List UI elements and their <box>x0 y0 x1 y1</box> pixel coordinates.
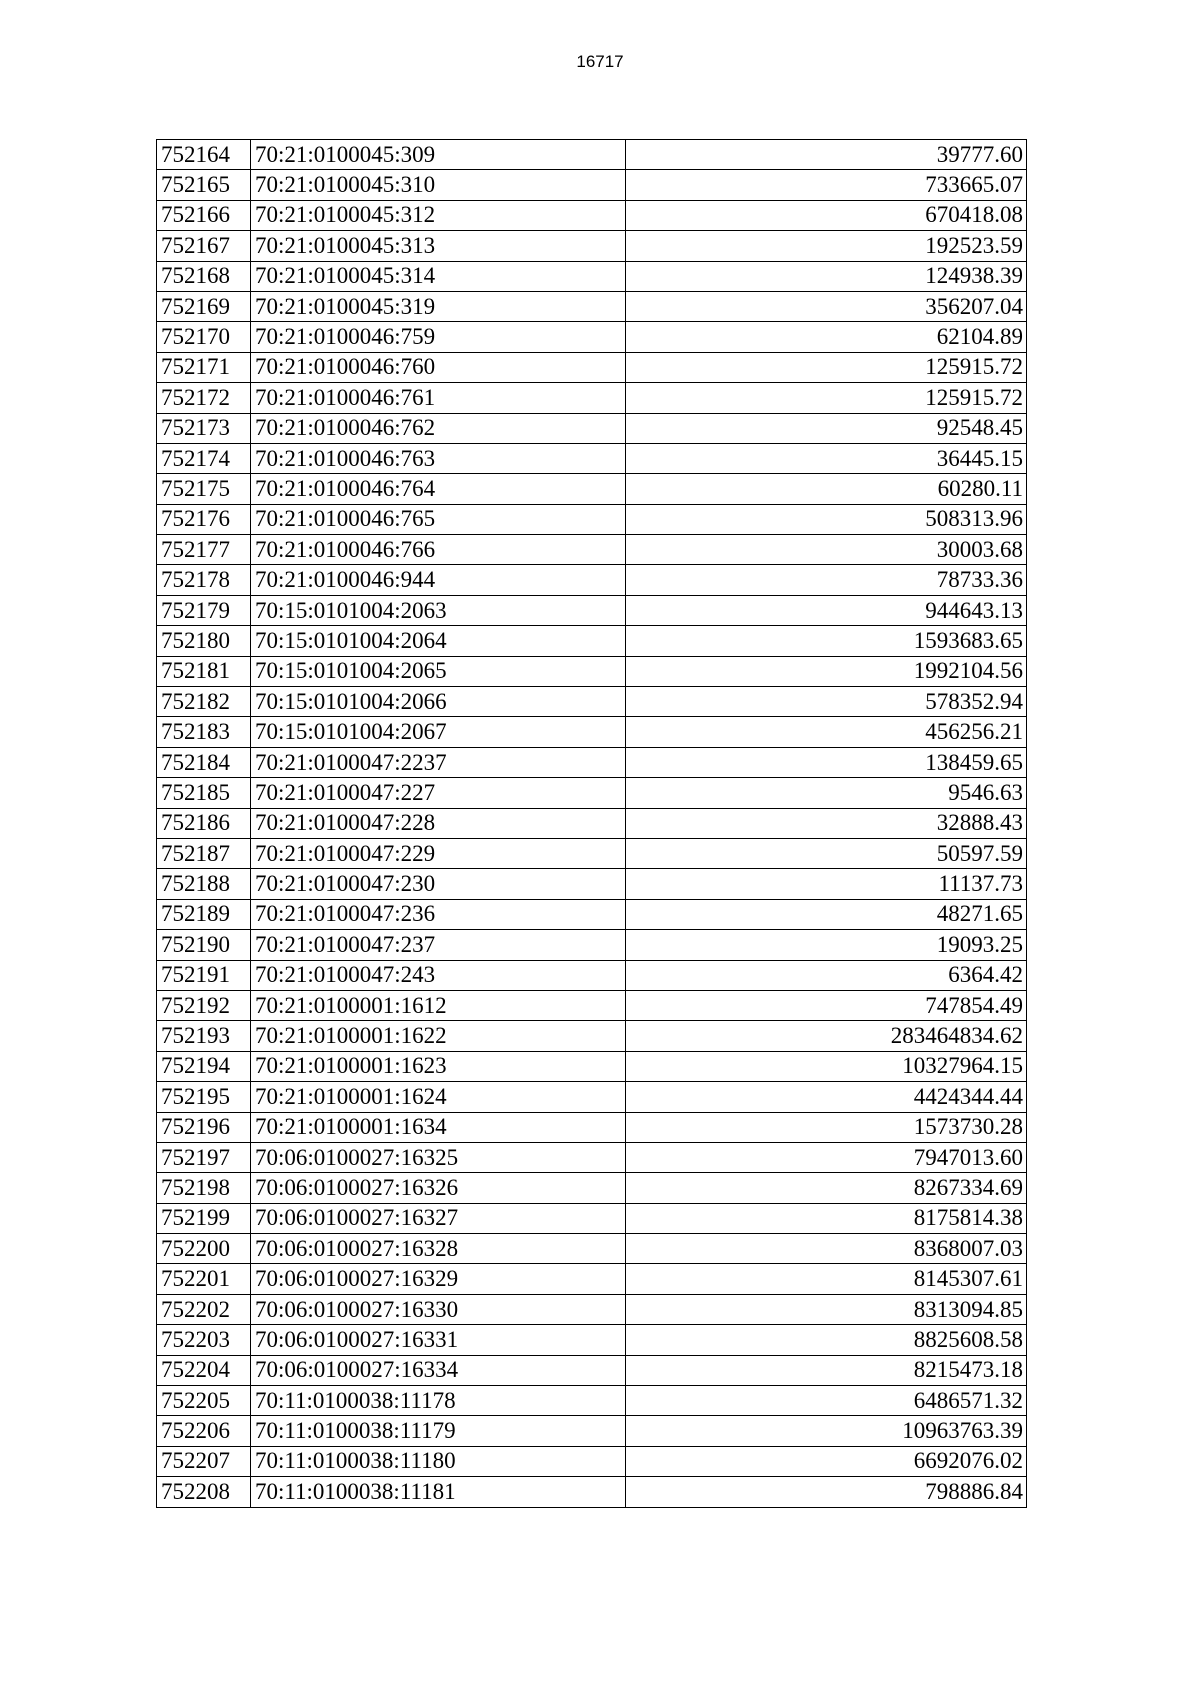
row-id-cell: 752186 <box>157 808 251 838</box>
cadastral-number-cell: 70:21:0100045:309 <box>251 140 626 170</box>
value-cell: 733665.07 <box>626 170 1027 200</box>
cadastral-number-cell: 70:21:0100046:760 <box>251 352 626 382</box>
value-cell: 9546.63 <box>626 778 1027 808</box>
value-cell: 1573730.28 <box>626 1112 1027 1142</box>
row-id-cell: 752190 <box>157 930 251 960</box>
cadastral-number-cell: 70:21:0100045:312 <box>251 200 626 230</box>
row-id-cell: 752168 <box>157 261 251 291</box>
cadastral-number-cell: 70:06:0100027:16329 <box>251 1264 626 1294</box>
value-cell: 8145307.61 <box>626 1264 1027 1294</box>
value-cell: 578352.94 <box>626 687 1027 717</box>
row-id-cell: 752193 <box>157 1021 251 1051</box>
cadastral-number-cell: 70:21:0100001:1623 <box>251 1051 626 1081</box>
row-id-cell: 752166 <box>157 200 251 230</box>
row-id-cell: 752173 <box>157 413 251 443</box>
table-row <box>157 261 1027 291</box>
row-id-cell: 752185 <box>157 778 251 808</box>
cadastral-number-cell: 70:21:0100047:236 <box>251 899 626 929</box>
table-row <box>157 140 1027 170</box>
cadastral-number-cell: 70:06:0100027:16334 <box>251 1355 626 1385</box>
cadastral-number-cell: 70:21:0100046:765 <box>251 504 626 534</box>
table-row <box>157 595 1027 625</box>
row-id-cell: 752170 <box>157 322 251 352</box>
value-cell: 8175814.38 <box>626 1203 1027 1233</box>
value-cell: 60280.11 <box>626 474 1027 504</box>
row-id-cell: 752203 <box>157 1325 251 1355</box>
cadastral-number-cell: 70:21:0100047:2237 <box>251 747 626 777</box>
table-row <box>157 1173 1027 1203</box>
cadastral-number-cell: 70:15:0101004:2063 <box>251 595 626 625</box>
cadastral-number-cell: 70:21:0100047:228 <box>251 808 626 838</box>
cadastral-number-cell: 70:21:0100046:764 <box>251 474 626 504</box>
value-cell: 11137.73 <box>626 869 1027 899</box>
row-id-cell: 752206 <box>157 1416 251 1446</box>
row-id-cell: 752191 <box>157 960 251 990</box>
cadastral-number-cell: 70:21:0100001:1622 <box>251 1021 626 1051</box>
table-row <box>157 1051 1027 1081</box>
table-row <box>157 1355 1027 1385</box>
value-cell: 32888.43 <box>626 808 1027 838</box>
cadastral-number-cell: 70:11:0100038:11181 <box>251 1477 626 1507</box>
row-id-cell: 752169 <box>157 291 251 321</box>
page-number: 16717 <box>576 52 624 71</box>
row-id-cell: 752189 <box>157 899 251 929</box>
table-row <box>157 1477 1027 1507</box>
row-id-cell: 752182 <box>157 687 251 717</box>
table-row <box>157 383 1027 413</box>
value-cell: 8215473.18 <box>626 1355 1027 1385</box>
row-id-cell: 752184 <box>157 747 251 777</box>
table-row <box>157 778 1027 808</box>
value-cell: 8368007.03 <box>626 1234 1027 1264</box>
row-id-cell: 752165 <box>157 170 251 200</box>
cadastral-number-cell: 70:06:0100027:16331 <box>251 1325 626 1355</box>
table-row <box>157 1446 1027 1476</box>
cadastral-number-cell: 70:06:0100027:16326 <box>251 1173 626 1203</box>
value-cell: 6486571.32 <box>626 1386 1027 1416</box>
row-id-cell: 752178 <box>157 565 251 595</box>
value-cell: 1593683.65 <box>626 626 1027 656</box>
cadastral-number-cell: 70:21:0100046:763 <box>251 443 626 473</box>
table-row <box>157 443 1027 473</box>
cadastral-number-cell: 70:21:0100045:313 <box>251 231 626 261</box>
table-row <box>157 474 1027 504</box>
row-id-cell: 752192 <box>157 990 251 1020</box>
cadastral-number-cell: 70:21:0100046:766 <box>251 535 626 565</box>
cadastral-number-cell: 70:15:0101004:2067 <box>251 717 626 747</box>
value-cell: 92548.45 <box>626 413 1027 443</box>
value-cell: 124938.39 <box>626 261 1027 291</box>
cadastral-number-cell: 70:21:0100047:229 <box>251 838 626 868</box>
row-id-cell: 752198 <box>157 1173 251 1203</box>
value-cell: 48271.65 <box>626 899 1027 929</box>
table-row <box>157 170 1027 200</box>
cadastral-number-cell: 70:21:0100001:1612 <box>251 990 626 1020</box>
table-row <box>157 535 1027 565</box>
cadastral-number-cell: 70:21:0100046:944 <box>251 565 626 595</box>
cadastral-number-cell: 70:21:0100001:1624 <box>251 1082 626 1112</box>
table-row <box>157 1325 1027 1355</box>
row-id-cell: 752167 <box>157 231 251 261</box>
table-row <box>157 747 1027 777</box>
row-id-cell: 752195 <box>157 1082 251 1112</box>
cadastral-number-cell: 70:21:0100045:314 <box>251 261 626 291</box>
row-id-cell: 752196 <box>157 1112 251 1142</box>
row-id-cell: 752205 <box>157 1386 251 1416</box>
table-row <box>157 413 1027 443</box>
row-id-cell: 752179 <box>157 595 251 625</box>
value-cell: 6692076.02 <box>626 1446 1027 1476</box>
table-row <box>157 322 1027 352</box>
row-id-cell: 752204 <box>157 1355 251 1385</box>
table-row <box>157 1142 1027 1172</box>
row-id-cell: 752177 <box>157 535 251 565</box>
table-row <box>157 869 1027 899</box>
table-row <box>157 1082 1027 1112</box>
cadastral-number-cell: 70:21:0100046:759 <box>251 322 626 352</box>
table-row <box>157 1294 1027 1324</box>
row-id-cell: 752202 <box>157 1294 251 1324</box>
table-row <box>157 1264 1027 1294</box>
row-id-cell: 752176 <box>157 504 251 534</box>
table-row <box>157 1203 1027 1233</box>
value-cell: 4424344.44 <box>626 1082 1027 1112</box>
value-cell: 10963763.39 <box>626 1416 1027 1446</box>
cadastral-number-cell: 70:21:0100045:319 <box>251 291 626 321</box>
cadastral-number-cell: 70:11:0100038:11178 <box>251 1386 626 1416</box>
value-cell: 798886.84 <box>626 1477 1027 1507</box>
value-cell: 747854.49 <box>626 990 1027 1020</box>
cadastral-number-cell: 70:21:0100047:237 <box>251 930 626 960</box>
table-row <box>157 352 1027 382</box>
table-row <box>157 231 1027 261</box>
value-cell: 138459.65 <box>626 747 1027 777</box>
value-cell: 6364.42 <box>626 960 1027 990</box>
value-cell: 670418.08 <box>626 200 1027 230</box>
cadastral-number-cell: 70:11:0100038:11180 <box>251 1446 626 1476</box>
cadastral-number-cell: 70:21:0100047:243 <box>251 960 626 990</box>
value-cell: 456256.21 <box>626 717 1027 747</box>
row-id-cell: 752180 <box>157 626 251 656</box>
value-cell: 7947013.60 <box>626 1142 1027 1172</box>
cadastral-number-cell: 70:15:0101004:2065 <box>251 656 626 686</box>
row-id-cell: 752200 <box>157 1234 251 1264</box>
cadastral-number-cell: 70:11:0100038:11179 <box>251 1416 626 1446</box>
table-row <box>157 626 1027 656</box>
registry-table-body <box>157 140 1027 1508</box>
value-cell: 944643.13 <box>626 595 1027 625</box>
table-row <box>157 687 1027 717</box>
table-row <box>157 504 1027 534</box>
value-cell: 10327964.15 <box>626 1051 1027 1081</box>
value-cell: 283464834.62 <box>626 1021 1027 1051</box>
table-row <box>157 1386 1027 1416</box>
row-id-cell: 752181 <box>157 656 251 686</box>
value-cell: 8313094.85 <box>626 1294 1027 1324</box>
table-row <box>157 291 1027 321</box>
table-row <box>157 565 1027 595</box>
cadastral-number-cell: 70:21:0100001:1634 <box>251 1112 626 1142</box>
value-cell: 125915.72 <box>626 383 1027 413</box>
row-id-cell: 752208 <box>157 1477 251 1507</box>
row-id-cell: 752175 <box>157 474 251 504</box>
cadastral-number-cell: 70:21:0100047:227 <box>251 778 626 808</box>
row-id-cell: 752194 <box>157 1051 251 1081</box>
value-cell: 19093.25 <box>626 930 1027 960</box>
table-row <box>157 1112 1027 1142</box>
value-cell: 356207.04 <box>626 291 1027 321</box>
table-row <box>157 1021 1027 1051</box>
value-cell: 1992104.56 <box>626 656 1027 686</box>
cadastral-number-cell: 70:06:0100027:16327 <box>251 1203 626 1233</box>
value-cell: 30003.68 <box>626 535 1027 565</box>
cadastral-number-cell: 70:15:0101004:2064 <box>251 626 626 656</box>
row-id-cell: 752197 <box>157 1142 251 1172</box>
value-cell: 508313.96 <box>626 504 1027 534</box>
value-cell: 36445.15 <box>626 443 1027 473</box>
table-row <box>157 930 1027 960</box>
value-cell: 192523.59 <box>626 231 1027 261</box>
table-row <box>157 960 1027 990</box>
table-row <box>157 1234 1027 1264</box>
cadastral-number-cell: 70:15:0101004:2066 <box>251 687 626 717</box>
table-row <box>157 656 1027 686</box>
table-row <box>157 717 1027 747</box>
table-row <box>157 808 1027 838</box>
value-cell: 8267334.69 <box>626 1173 1027 1203</box>
table-row <box>157 838 1027 868</box>
table-row <box>157 200 1027 230</box>
value-cell: 50597.59 <box>626 838 1027 868</box>
cadastral-number-cell: 70:06:0100027:16330 <box>251 1294 626 1324</box>
cadastral-number-cell: 70:21:0100046:761 <box>251 383 626 413</box>
row-id-cell: 752187 <box>157 838 251 868</box>
row-id-cell: 752171 <box>157 352 251 382</box>
value-cell: 78733.36 <box>626 565 1027 595</box>
row-id-cell: 752174 <box>157 443 251 473</box>
table-row <box>157 899 1027 929</box>
cadastral-number-cell: 70:21:0100047:230 <box>251 869 626 899</box>
row-id-cell: 752183 <box>157 717 251 747</box>
row-id-cell: 752188 <box>157 869 251 899</box>
table-row <box>157 1416 1027 1446</box>
row-id-cell: 752201 <box>157 1264 251 1294</box>
value-cell: 125915.72 <box>626 352 1027 382</box>
row-id-cell: 752164 <box>157 140 251 170</box>
row-id-cell: 752172 <box>157 383 251 413</box>
value-cell: 39777.60 <box>626 140 1027 170</box>
row-id-cell: 752199 <box>157 1203 251 1233</box>
cadastral-number-cell: 70:06:0100027:16328 <box>251 1234 626 1264</box>
registry-table <box>156 139 1027 1508</box>
value-cell: 8825608.58 <box>626 1325 1027 1355</box>
cadastral-number-cell: 70:06:0100027:16325 <box>251 1142 626 1172</box>
table-row <box>157 990 1027 1020</box>
cadastral-number-cell: 70:21:0100046:762 <box>251 413 626 443</box>
row-id-cell: 752207 <box>157 1446 251 1476</box>
cadastral-number-cell: 70:21:0100045:310 <box>251 170 626 200</box>
value-cell: 62104.89 <box>626 322 1027 352</box>
